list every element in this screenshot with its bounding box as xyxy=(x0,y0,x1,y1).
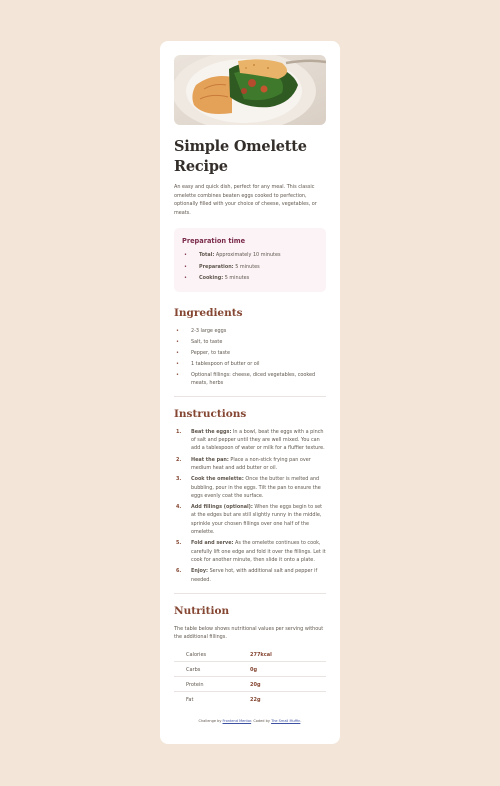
recipe-card xyxy=(160,41,340,744)
attribution: Challenge by Frontend Mentor. Coded by The Small Muffin. xyxy=(198,718,302,723)
frontend-mentor-link[interactable]: Frontend Mentor xyxy=(222,718,252,723)
list-item: • Pepper, to taste xyxy=(174,349,326,357)
divider xyxy=(174,396,326,397)
instruction-step: 5. Fold and serve: As the omelette continues to cook, carefully lift one edge and fold it over the fillings. Let it cook for another minute, then slide it onto a plate. xyxy=(176,540,326,563)
page-title: Simple Omelette Recipe xyxy=(174,138,307,175)
instruction-step: 6. Enjoy: Serve hot, with additional salt and pepper if needed. xyxy=(176,568,318,583)
table-row: Protein 20g xyxy=(174,677,326,692)
nutrition-heading: Nutrition xyxy=(174,604,230,617)
author-link[interactable]: The Small Muffin xyxy=(271,718,301,723)
ingredients-heading: Ingredients xyxy=(174,306,243,319)
instruction-step: 4. Add fillings (optional): When the eggs begin to set at the edges but are still slightly runny in the middle, sprinkle your chosen fillings over one half of the omelette. xyxy=(176,504,323,536)
preparation-time-box xyxy=(174,228,326,292)
nutrition-note: The table below shows nutritional values per serving without the additional fillings. xyxy=(174,625,324,640)
instruction-step: 2. Heat the pan: Place a non-stick frying pan over medium heat and add butter or oil. xyxy=(176,456,311,471)
instructions-heading: Instructions xyxy=(174,407,247,420)
prep-item-cooking: • Cooking: 5 minutes xyxy=(182,274,318,282)
prep-item-preparation: • Preparation: 5 minutes xyxy=(182,263,318,271)
omelette-photo xyxy=(174,55,326,125)
preparation-heading: Preparation time xyxy=(182,237,246,245)
table-row: Fat 22g xyxy=(186,696,261,703)
table-row: Calories 277kcal xyxy=(174,647,326,662)
list-item: • Optional fillings: cheese, diced vegetables, cooked meats, herbs xyxy=(174,371,326,387)
instruction-step: 1. Beat the eggs: In a bowl, beat the eggs with a pinch of salt and pepper until they are well mixed. You can add a tablespoon of water or milk for a fluffier texture. xyxy=(176,428,325,452)
recipe-intro: An easy and quick dish, perfect for any meal. This classic omelette combines beaten eggs cooked to perfection, optionally filled with your choice of cheese, vegetables, or meats. xyxy=(174,184,317,216)
list-item: • Salt, to taste xyxy=(174,338,326,346)
list-item: • 1 tablespoon of butter or oil xyxy=(174,360,326,368)
list-item: • 2-3 large eggs xyxy=(174,327,326,335)
instructions-list xyxy=(174,428,326,584)
instruction-step: 3. Cook the omelette: Once the butter is melted and bubbling, pour in the eggs. Tilt the pan to ensure the eggs evenly coat the surface. xyxy=(176,476,321,499)
divider xyxy=(174,593,326,594)
nutrition-table xyxy=(174,647,326,706)
table-row: Carbs 0g xyxy=(174,662,326,677)
prep-item-total: • Total: Approximately 10 minutes xyxy=(182,251,318,259)
ingredients-list xyxy=(174,327,326,387)
